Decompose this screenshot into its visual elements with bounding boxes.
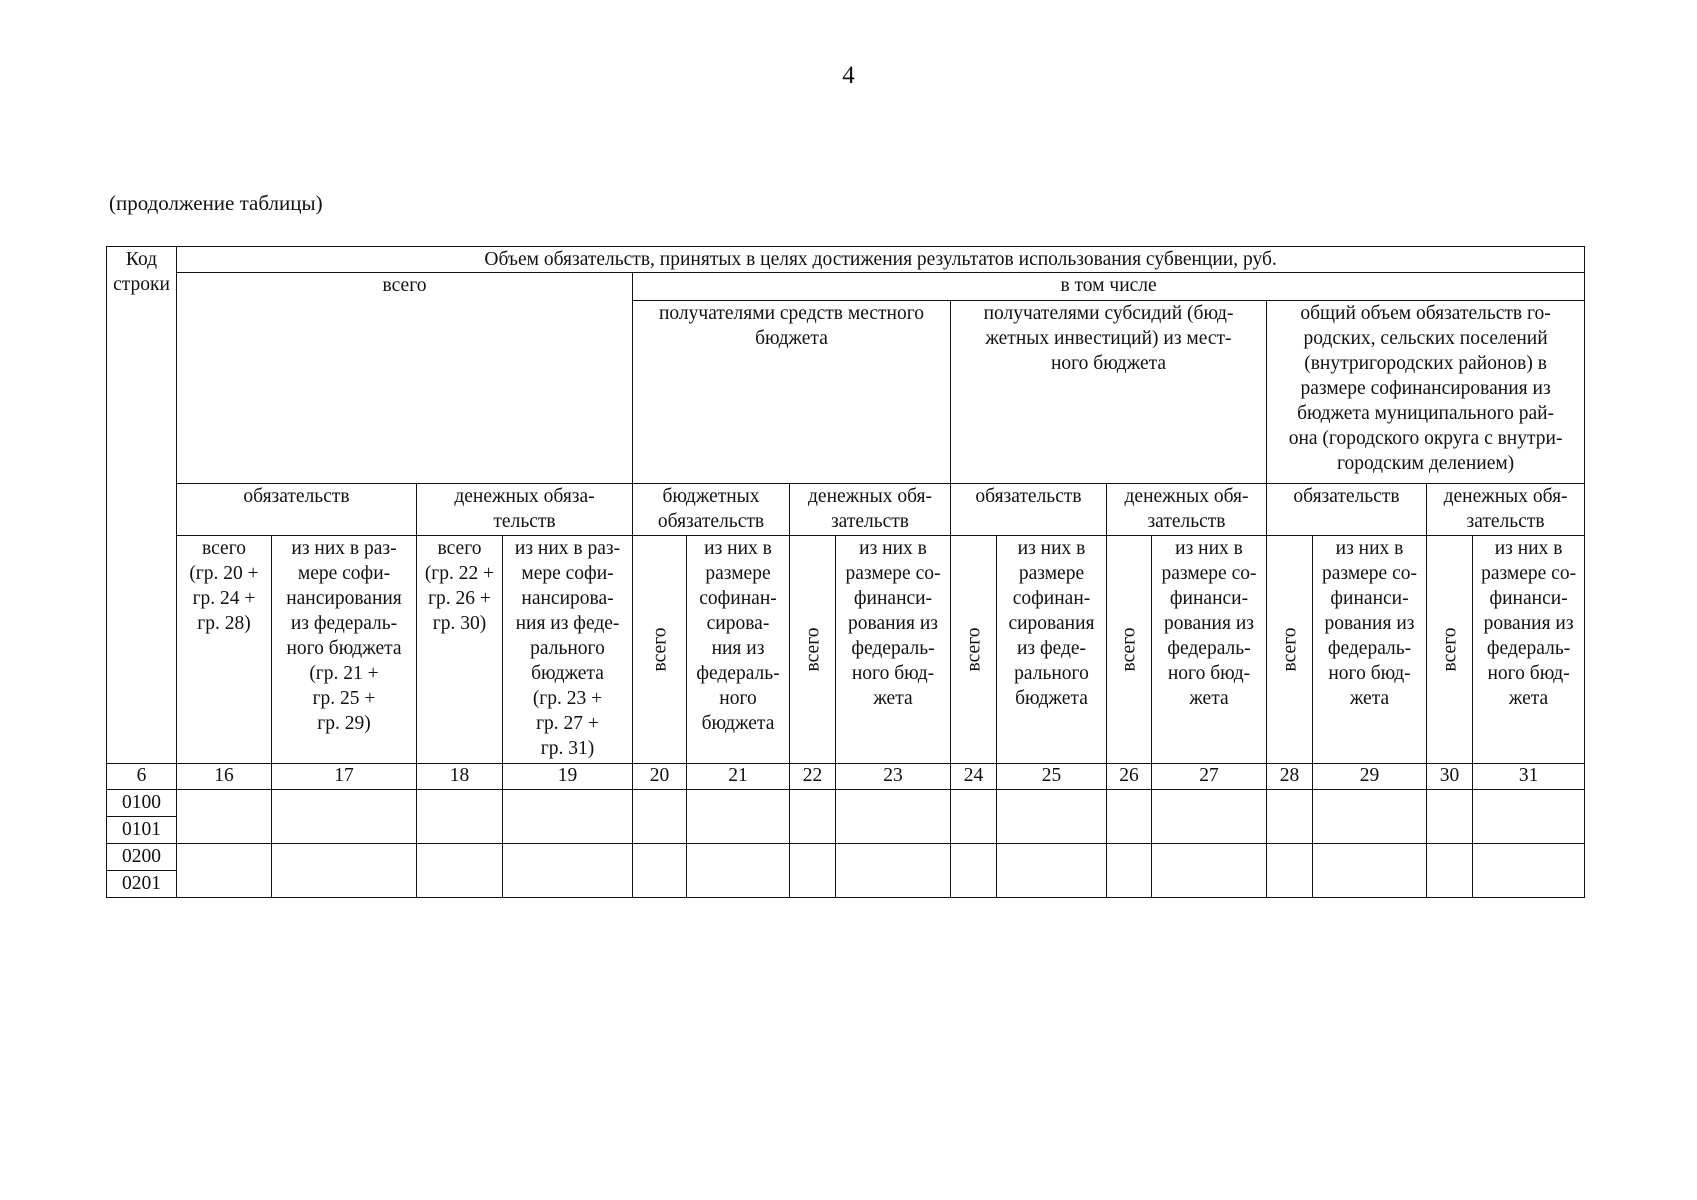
empty-cell[interactable] xyxy=(790,790,836,844)
empty-cell[interactable] xyxy=(1313,790,1427,844)
column-number: 22 xyxy=(790,764,836,790)
col-18-header: всего (гр. 22 + гр. 26 + гр. 30) xyxy=(417,536,503,764)
sub-money-obligations-settlements: денежных обя- зательств xyxy=(1427,484,1585,536)
empty-cell[interactable] xyxy=(272,790,417,844)
empty-cell[interactable] xyxy=(997,790,1107,844)
total-header: всего xyxy=(177,273,633,484)
column-numbers-row xyxy=(107,764,1585,790)
main-header: Объем обязательств, принятых в целях достижения результатов использования субвенции, руб. xyxy=(177,247,1585,273)
empty-cell[interactable] xyxy=(1473,790,1585,844)
header-row-5 xyxy=(107,536,1585,764)
col-17-header: из них в раз- мере софи- нансирования из федераль- ного бюджета (гр. 21 + гр. 25 + гр. 29) xyxy=(272,536,417,764)
empty-cell[interactable] xyxy=(836,844,951,898)
col-29-header: из них в размере со- финанси- рования из федераль- ного бюд- жета xyxy=(1313,536,1427,764)
column-number: 25 xyxy=(997,764,1107,790)
col-23-header: из них в размере со- финанси- рования из федераль- ного бюд- жета xyxy=(836,536,951,764)
empty-cell[interactable] xyxy=(272,844,417,898)
table-row xyxy=(107,790,1585,817)
page-number: 4 xyxy=(842,62,855,89)
col-27-header: из них в размере со- финанси- рования из федераль- ного бюд- жета xyxy=(1152,536,1267,764)
col-31-header: из них в размере со- финанси- рования из федераль- ного бюд- жета xyxy=(1473,536,1585,764)
group-local-budget: получателями средств местного бюджета xyxy=(633,301,951,484)
empty-cell[interactable] xyxy=(836,790,951,844)
column-number: 28 xyxy=(1267,764,1313,790)
table-row xyxy=(107,844,1585,871)
sub-money-obligations-subsidy: денежных обя- зательств xyxy=(1107,484,1267,536)
header-row-4 xyxy=(107,484,1585,536)
col-20-header: всего xyxy=(633,536,687,764)
empty-cell[interactable] xyxy=(177,844,272,898)
code-header: Код строки xyxy=(107,247,177,764)
empty-cell[interactable] xyxy=(951,844,997,898)
column-number: 30 xyxy=(1427,764,1473,790)
col-30-header: всего xyxy=(1427,536,1473,764)
col-21-header: из них в размере софинан- сирова- ния из федераль- ного бюджета xyxy=(687,536,790,764)
col-26-header: всего xyxy=(1107,536,1152,764)
empty-cell[interactable] xyxy=(1152,844,1267,898)
col-25-header: из них в размере софинан- сирования из феде- рального бюджета xyxy=(997,536,1107,764)
col-24-header: всего xyxy=(951,536,997,764)
empty-cell[interactable] xyxy=(633,790,687,844)
row-code: 0100 xyxy=(107,790,177,817)
empty-cell[interactable] xyxy=(1267,844,1313,898)
row-code: 0101 xyxy=(107,817,177,844)
empty-cell[interactable] xyxy=(1107,844,1152,898)
column-number: 24 xyxy=(951,764,997,790)
column-number: 6 xyxy=(107,764,177,790)
col-16-header: всего (гр. 20 + гр. 24 + гр. 28) xyxy=(177,536,272,764)
column-number: 31 xyxy=(1473,764,1585,790)
row-code: 0201 xyxy=(107,871,177,898)
column-number: 16 xyxy=(177,764,272,790)
group-settlements: общий объем обязательств го- родских, сельских поселений (внутригородских районов) в размере софинансирования из бюджета муниципального рай- она (городского округа с внутри- городским делением) xyxy=(1267,301,1585,484)
empty-cell[interactable] xyxy=(1427,790,1473,844)
col-22-header: всего xyxy=(790,536,836,764)
empty-cell[interactable] xyxy=(1267,790,1313,844)
including-header: в том числе xyxy=(633,273,1585,301)
column-number: 23 xyxy=(836,764,951,790)
col-19-header: из них в раз- мере софи- нансирова- ния из феде- рального бюджета (гр. 23 + гр. 27 + гр. 31) xyxy=(503,536,633,764)
empty-cell[interactable] xyxy=(790,844,836,898)
column-number: 20 xyxy=(633,764,687,790)
column-number: 19 xyxy=(503,764,633,790)
empty-cell[interactable] xyxy=(417,790,503,844)
empty-cell[interactable] xyxy=(633,844,687,898)
group-subsidy-recipients: получателями субсидий (бюд- жетных инвестиций) из мест- ного бюджета xyxy=(951,301,1267,484)
empty-cell[interactable] xyxy=(997,844,1107,898)
continuation-label: (продолжение таблицы) xyxy=(109,191,323,215)
column-number: 26 xyxy=(1107,764,1152,790)
empty-cell[interactable] xyxy=(417,844,503,898)
empty-cell[interactable] xyxy=(177,790,272,844)
sub-budget-obligations: бюджетных обязательств xyxy=(633,484,790,536)
header-row-1 xyxy=(107,247,1585,273)
sub-money-obligations-local: денежных обя- зательств xyxy=(790,484,951,536)
header-row-2 xyxy=(107,273,1585,301)
sub-obligations-total: обязательств xyxy=(177,484,417,536)
column-number: 27 xyxy=(1152,764,1267,790)
empty-cell[interactable] xyxy=(1107,790,1152,844)
sub-obligations-subsidy: обязательств xyxy=(951,484,1107,536)
empty-cell[interactable] xyxy=(1152,790,1267,844)
column-number: 17 xyxy=(272,764,417,790)
empty-cell[interactable] xyxy=(503,844,633,898)
empty-cell[interactable] xyxy=(503,790,633,844)
column-number: 18 xyxy=(417,764,503,790)
row-code: 0200 xyxy=(107,844,177,871)
empty-cell[interactable] xyxy=(1313,844,1427,898)
empty-cell[interactable] xyxy=(1427,844,1473,898)
empty-cell[interactable] xyxy=(687,790,790,844)
sub-obligations-settlements: обязательств xyxy=(1267,484,1427,536)
col-28-header: всего xyxy=(1267,536,1313,764)
empty-cell[interactable] xyxy=(1473,844,1585,898)
empty-cell[interactable] xyxy=(951,790,997,844)
sub-money-obligations-total: денежных обяза- тельств xyxy=(417,484,633,536)
empty-cell[interactable] xyxy=(687,844,790,898)
column-number: 29 xyxy=(1313,764,1427,790)
column-number: 21 xyxy=(687,764,790,790)
obligations-table xyxy=(106,246,1585,898)
